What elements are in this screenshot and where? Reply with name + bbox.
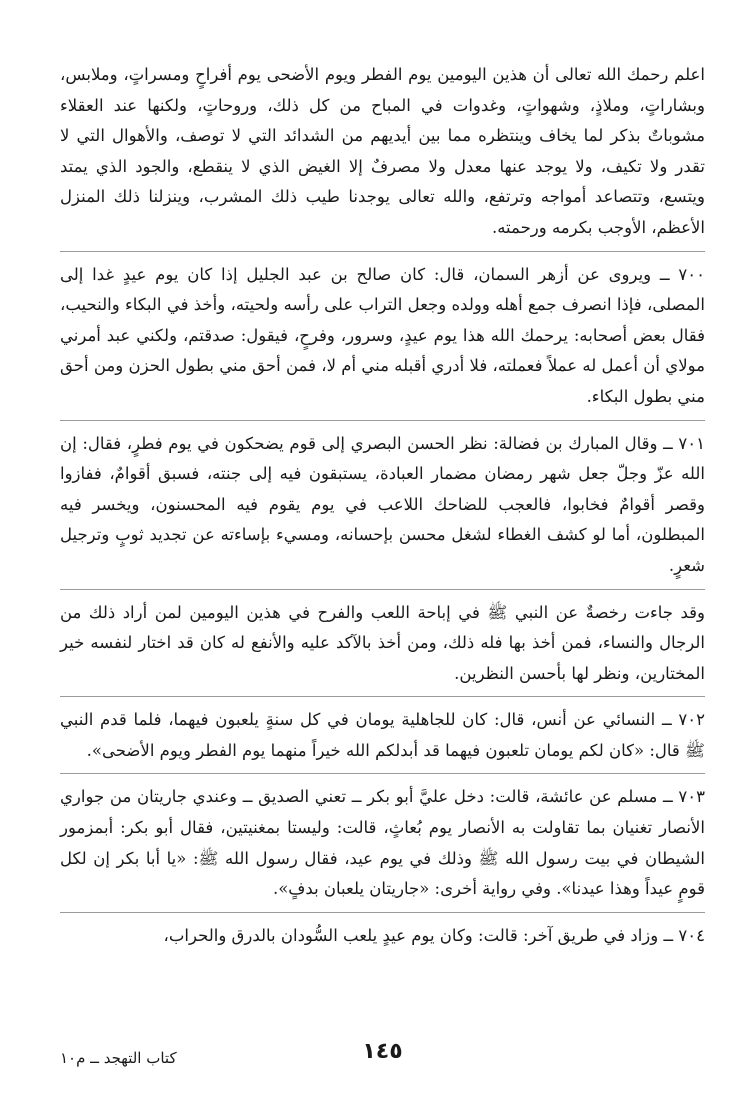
page-body	[60, 60, 705, 951]
paragraph-divider	[60, 696, 705, 697]
paragraph-divider	[60, 251, 705, 252]
page-number: ١٤٥	[362, 1039, 403, 1064]
hadith-704: ٧٠٤ ــ وزاد في طريق آخر: قالت: وكان يوم عيدٍ يلعب السُّودان بالدرق والحراب،	[163, 925, 705, 945]
paragraph-divider	[60, 912, 705, 913]
hadith-700: ٧٠٠ ــ ويروى عن أزهر السمان، قال: كان صالح بن عبد الجليل إذا كان يوم عيدٍ غدا إلى المصلى، فإذا انصرف جمع أهله وولده وجعل التراب على رأسه ولحيته، وأخذ في البكاء والنحيب، فقال بعض أصحابه: يرحمك الله هذا يوم عيدٍ، وسرور، وفرحٍ، فيقول: صدقتم، ولكني عبد أمرني مولاي أن أعمل له عملاً فعملته، فلا أدري أقبله مني أم لا، فمن أحق مني بطول الحزن ومن أحق مني بطول البكاء.	[60, 264, 705, 406]
paragraph-divider	[60, 773, 705, 774]
intro-paragraph: اعلم رحمك الله تعالى أن هذين اليومين يوم الفطر ويوم الأضحى يوم أفراحٍ ومسراتٍ، وملابس، وبشاراتٍ، وملاذٍ، وشهواتٍ، وغدوات في المباح من كل ذلك، وروحاتٍ، ولكنها عند العقلاء مشوباتٌ بذكر لما يخاف وينتظره مما بين أيديهم من الشدائد التي لا توصف، والأهوال التي لا تقدر ولا تكيف، ولا يوجد عنها معدل ولا مصرفٌ إلا الغيض الذي لا ينقطع، والجود الذي يمتد ويتسع، وتتصاعد أمواجه وترتفع، والله تعالى يوجدنا طيب ذلك المشرب، وينزلنا ذلك المنزل الأعظم، الأوجب بكرمه ورحمته.	[60, 65, 705, 237]
commentary-paragraph: وقد جاءت رخصةٌ عن النبي ﷺ في إباحة اللعب والفرح في هذين اليومين لمن أراد ذلك من الرجال والنساء، فمن أخذ بها فله ذلك، ومن أخذ بالآكد عليه والأنفع له كان قد اختار لنفسه خير المختارين، ونظر لها بأحسن النظرين.	[60, 602, 705, 683]
paragraph-divider	[60, 589, 705, 590]
hadith-701: ٧٠١ ــ وقال المبارك بن فضالة: نظر الحسن البصري إلى قوم يضحكون في يوم فطرٍ، فقال: إن الله عزّ وجلّ جعل شهر رمضان مضمار العبادة، يستبقون فيه إلى جنته، فسبق أقوامٌ، ففازوا وقصر أقوامٌ فخابوا، فالعجب للضاحك اللاعب في يوم يقوم فيه المحسنون، ويخسر فيه المبطلون، أما لو كشف الغطاء لشغل محسن بإحسانه، ومسيء بإساءته عن تجديد ثوبٍ وترجيل شعرٍ.	[60, 433, 705, 575]
book-signature-label: كتاب التهجد ــ م١٠	[60, 1049, 177, 1067]
hadith-702: ٧٠٢ ــ النسائي عن أنس، قال: كان للجاهلية يومان في كل سنةٍ يلعبون فيهما، فلما قدم النبي ﷺ قال: «كان لكم يومان تلعبون فيهما قد أبدلكم الله خيراً منهما يوم الفطر ويوم الأضحى».	[60, 710, 705, 760]
paragraph-divider	[60, 420, 705, 421]
hadith-703: ٧٠٣ ــ مسلم عن عائشة، قالت: دخل عليَّ أبو بكر ــ تعني الصديق ــ وعندي جاريتان من جواري الأنصار تغنيان بما تقاولت به الأنصار يوم بُعاثٍ، قالت: وليستا بمغنيتين، فقال أبو بكر: أبمزمور الشيطان في بيت رسول الله ﷺ وذلك في يوم عيد، فقال رسول الله ﷺ: «يا أبا بكر إن لكل قومٍ عيداً وهذا عيدنا». وفي رواية أخرى: «جاريتان يلعبان بدفٍ».	[60, 787, 705, 899]
